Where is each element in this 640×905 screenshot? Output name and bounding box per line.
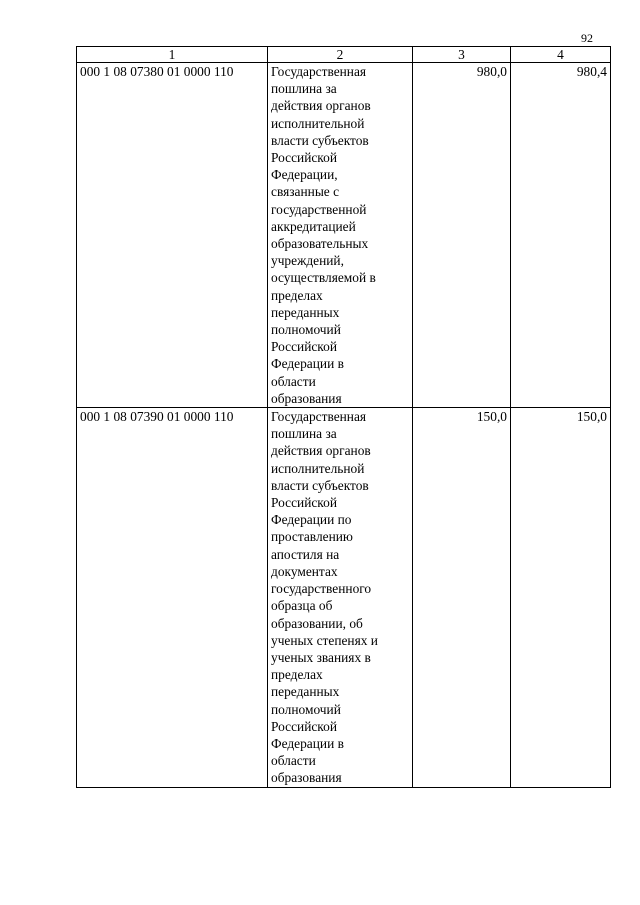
description-line: Российской — [271, 495, 337, 511]
description-line: ученых степенях и — [271, 632, 378, 648]
budget-code-cell: 000 1 08 07380 01 0000 110 — [77, 63, 268, 408]
budget-code-cell: 000 1 08 07390 01 0000 110 — [77, 408, 268, 787]
value-col-3-cell: 980,0 — [413, 63, 511, 408]
description-line: пошлина за — [271, 81, 337, 97]
description-line: образования — [271, 390, 342, 406]
budget-revenue-table — [76, 46, 611, 788]
table-row — [77, 63, 611, 408]
description-line: связанные с — [271, 184, 340, 200]
header-col-2: 2 — [268, 47, 413, 63]
value-col-4-cell: 150,0 — [511, 408, 611, 787]
description-line: Российской — [271, 718, 337, 734]
description-line: переданных — [271, 684, 340, 700]
description-line: исполнительной — [271, 460, 365, 476]
description-line: Российской — [271, 150, 337, 166]
description-line: государственного — [271, 581, 372, 597]
description-line: пределах — [271, 287, 323, 303]
description-line: полномочий — [271, 701, 341, 717]
description-line: области — [271, 373, 316, 389]
description-line: Государственная — [271, 409, 367, 425]
description-cell — [268, 408, 413, 787]
description-line: документах — [271, 563, 338, 579]
table-header — [77, 47, 611, 63]
description-line: власти субъектов — [271, 477, 369, 493]
description-line: действия органов — [271, 443, 371, 459]
description-line: исполнительной — [271, 115, 365, 131]
table-row — [77, 408, 611, 787]
description-line: пределах — [271, 667, 323, 683]
description-line: образовательных — [271, 236, 369, 252]
header-col-4: 4 — [511, 47, 611, 63]
description-line: учреждений, — [271, 253, 344, 269]
description-line: власти субъектов — [271, 132, 369, 148]
description-line: осуществляемой в — [271, 270, 376, 286]
description-line: Федерации в — [271, 735, 344, 751]
description-line: образования — [271, 770, 342, 786]
description-line: Федерации, — [271, 167, 338, 183]
description-line: образца об — [271, 598, 333, 614]
header-col-1: 1 — [77, 47, 268, 63]
description-line: Федерации по — [271, 512, 352, 528]
description-line: переданных — [271, 304, 340, 320]
description-line: апостиля на — [271, 546, 340, 562]
description-line: полномочий — [271, 322, 341, 338]
value-col-4-cell: 980,4 — [511, 63, 611, 408]
description-line: области — [271, 753, 316, 769]
value-col-3-cell: 150,0 — [413, 408, 511, 787]
description-line: аккредитацией — [271, 218, 356, 234]
description-line: действия органов — [271, 98, 371, 114]
table-body — [77, 63, 611, 788]
header-col-3: 3 — [413, 47, 511, 63]
description-line: Государственная — [271, 64, 367, 79]
description-cell — [268, 63, 413, 408]
description-line: государственной — [271, 201, 367, 217]
header-row — [77, 47, 611, 63]
description-line: ученых званиях в — [271, 649, 371, 665]
page-number: 92 — [581, 31, 593, 45]
description-line: проставлению — [271, 529, 353, 545]
description-line: Российской — [271, 339, 337, 355]
description-line: Федерации в — [271, 356, 344, 372]
description-line: образовании, об — [271, 615, 363, 631]
description-line: пошлина за — [271, 426, 337, 442]
